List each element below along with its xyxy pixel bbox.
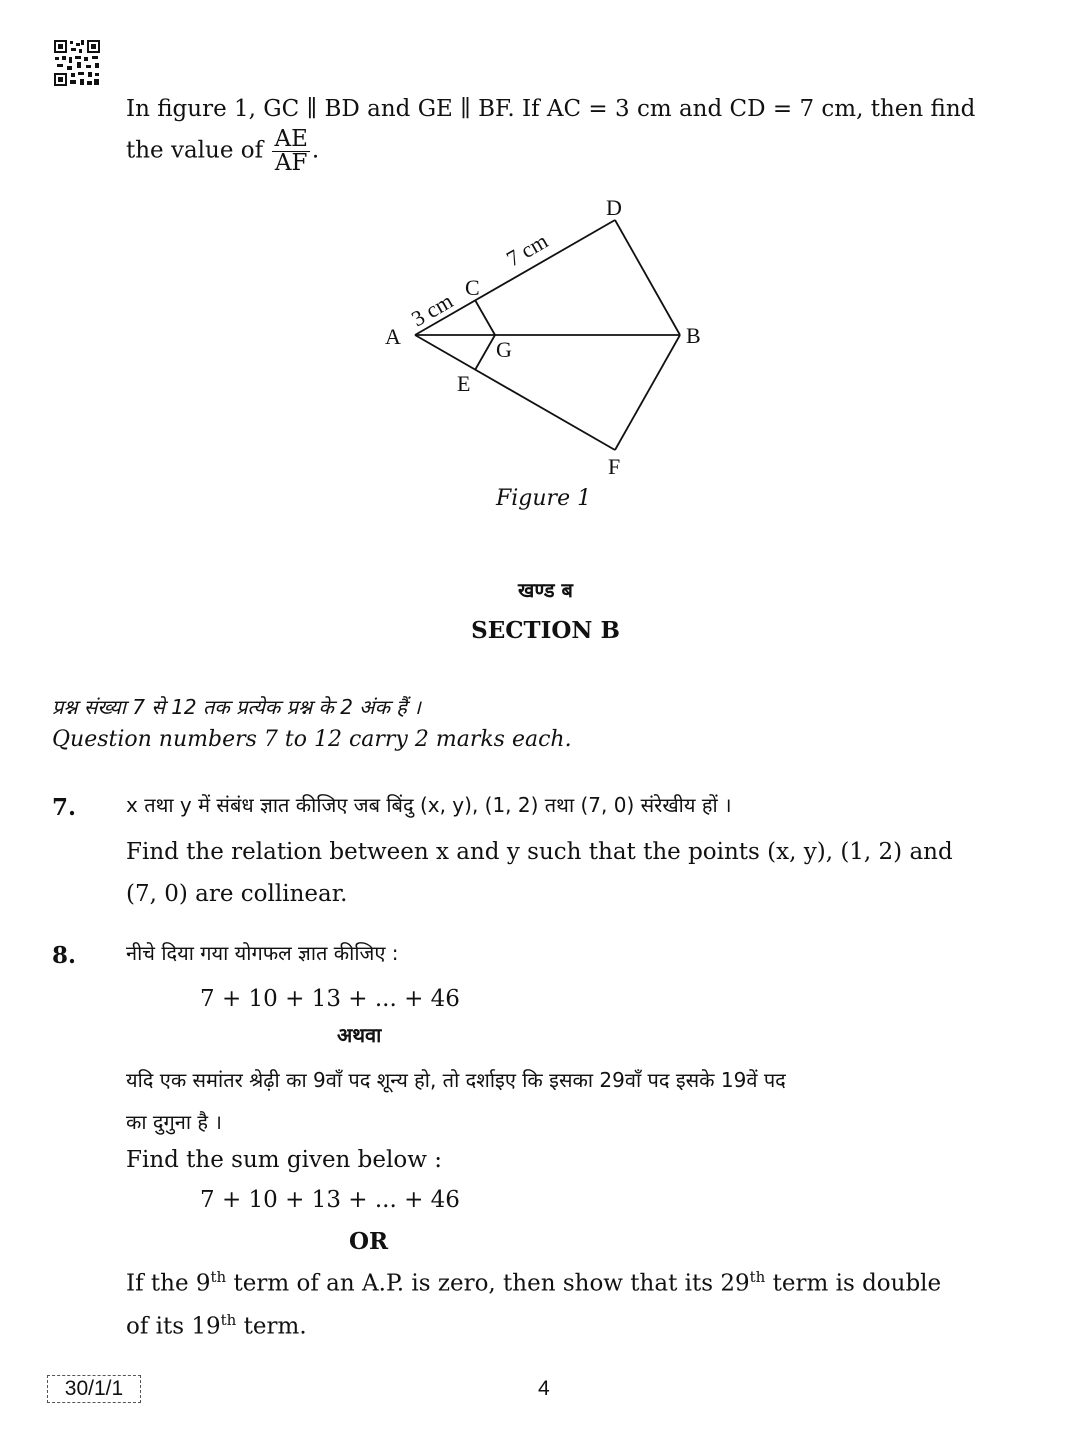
label-d: D xyxy=(606,195,622,220)
q8-series-hindi: 7 + 10 + 13 + ... + 46 xyxy=(200,986,460,1012)
section-title: SECTION B xyxy=(471,617,620,644)
paper-code: 30/1/1 xyxy=(47,1375,141,1403)
intro-line-2 xyxy=(126,128,319,175)
q8-hindi-prompt: नीचे दिया गया योगफल ज्ञात कीजिए : xyxy=(126,941,399,965)
q8-series-english: 7 + 10 + 13 + ... + 46 xyxy=(200,1187,460,1213)
label-e: E xyxy=(457,371,471,396)
line-ad xyxy=(415,220,615,335)
q8-alt-text-2: term of an A.P. is zero, then show that its 29 xyxy=(226,1270,750,1297)
line-af xyxy=(415,335,615,450)
q8-alt-text-3: term is double xyxy=(765,1270,942,1297)
line-db xyxy=(615,220,680,335)
q8-or-english: OR xyxy=(349,1228,389,1255)
instructions-hindi: प्रश्न संख्या 7 से 12 तक प्रत्येक प्रश्न के 2 अंक हैं । xyxy=(52,695,421,719)
label-g: G xyxy=(496,337,512,362)
line-ge xyxy=(475,335,495,370)
label-b: B xyxy=(686,323,701,348)
line-cg xyxy=(475,300,495,335)
label-a: A xyxy=(385,324,401,349)
q7-english-line-1: Find the relation between x and y such that the points (x, y), (1, 2) and xyxy=(126,839,953,865)
qr-code xyxy=(53,39,101,87)
instructions-english: Question numbers 7 to 12 carry 2 marks each. xyxy=(52,727,572,752)
q8-hindi-alt-line-2: का दुगुना है । xyxy=(126,1110,222,1134)
fraction-denominator: AF xyxy=(274,150,308,176)
line-fb xyxy=(615,335,680,450)
page-number: 4 xyxy=(538,1377,550,1400)
q7-english-line-2: (7, 0) are collinear. xyxy=(126,881,348,907)
section-title-hindi: खण्ड ब xyxy=(518,578,573,602)
figure-1-diagram xyxy=(360,190,740,520)
q7-number: 7. xyxy=(52,794,77,821)
q8-number: 8. xyxy=(52,942,77,969)
q8-english-alt-line-2 xyxy=(126,1313,307,1339)
q8-alt-text-1: If the 9 xyxy=(126,1270,211,1297)
ratio-fraction xyxy=(272,128,309,175)
fraction-numerator: AE xyxy=(274,126,308,152)
intro-line-2-suffix: . xyxy=(311,137,320,164)
q8-alt-text-5: term. xyxy=(236,1313,307,1340)
q8-alt-text-4: of its 19 xyxy=(126,1313,221,1340)
q8-sup-3: th xyxy=(220,1311,237,1329)
figure-caption: Figure 1 xyxy=(496,486,592,511)
q8-english-prompt: Find the sum given below : xyxy=(126,1147,442,1173)
intro-line-2-prefix: the value of xyxy=(126,137,264,164)
label-cd-length: 7 cm xyxy=(502,227,553,272)
label-f: F xyxy=(608,454,621,479)
q7-hindi: x तथा y में संबंध ज्ञात कीजिए जब बिंदु (x, y), (1, 2) तथा (7, 0) संरेखीय हों । xyxy=(126,793,732,817)
q8-or-hindi: अथवा xyxy=(337,1023,382,1047)
label-ac-length: 3 cm xyxy=(407,287,458,332)
q8-english-alt-line-1 xyxy=(126,1270,941,1296)
q8-sup-2: th xyxy=(749,1268,766,1286)
intro-line-1: In figure 1, GC ∥ BD and GE ∥ BF. If AC = 3 cm and CD = 7 cm, then find xyxy=(126,96,976,122)
label-c: C xyxy=(465,275,480,300)
q8-sup-1: th xyxy=(210,1268,227,1286)
q8-hindi-alt-line-1: यदि एक समांतर श्रेढ़ी का 9वाँ पद शून्य हो, तो दर्शाइए कि इसका 29वाँ पद इसके 19वें पद xyxy=(126,1068,786,1092)
